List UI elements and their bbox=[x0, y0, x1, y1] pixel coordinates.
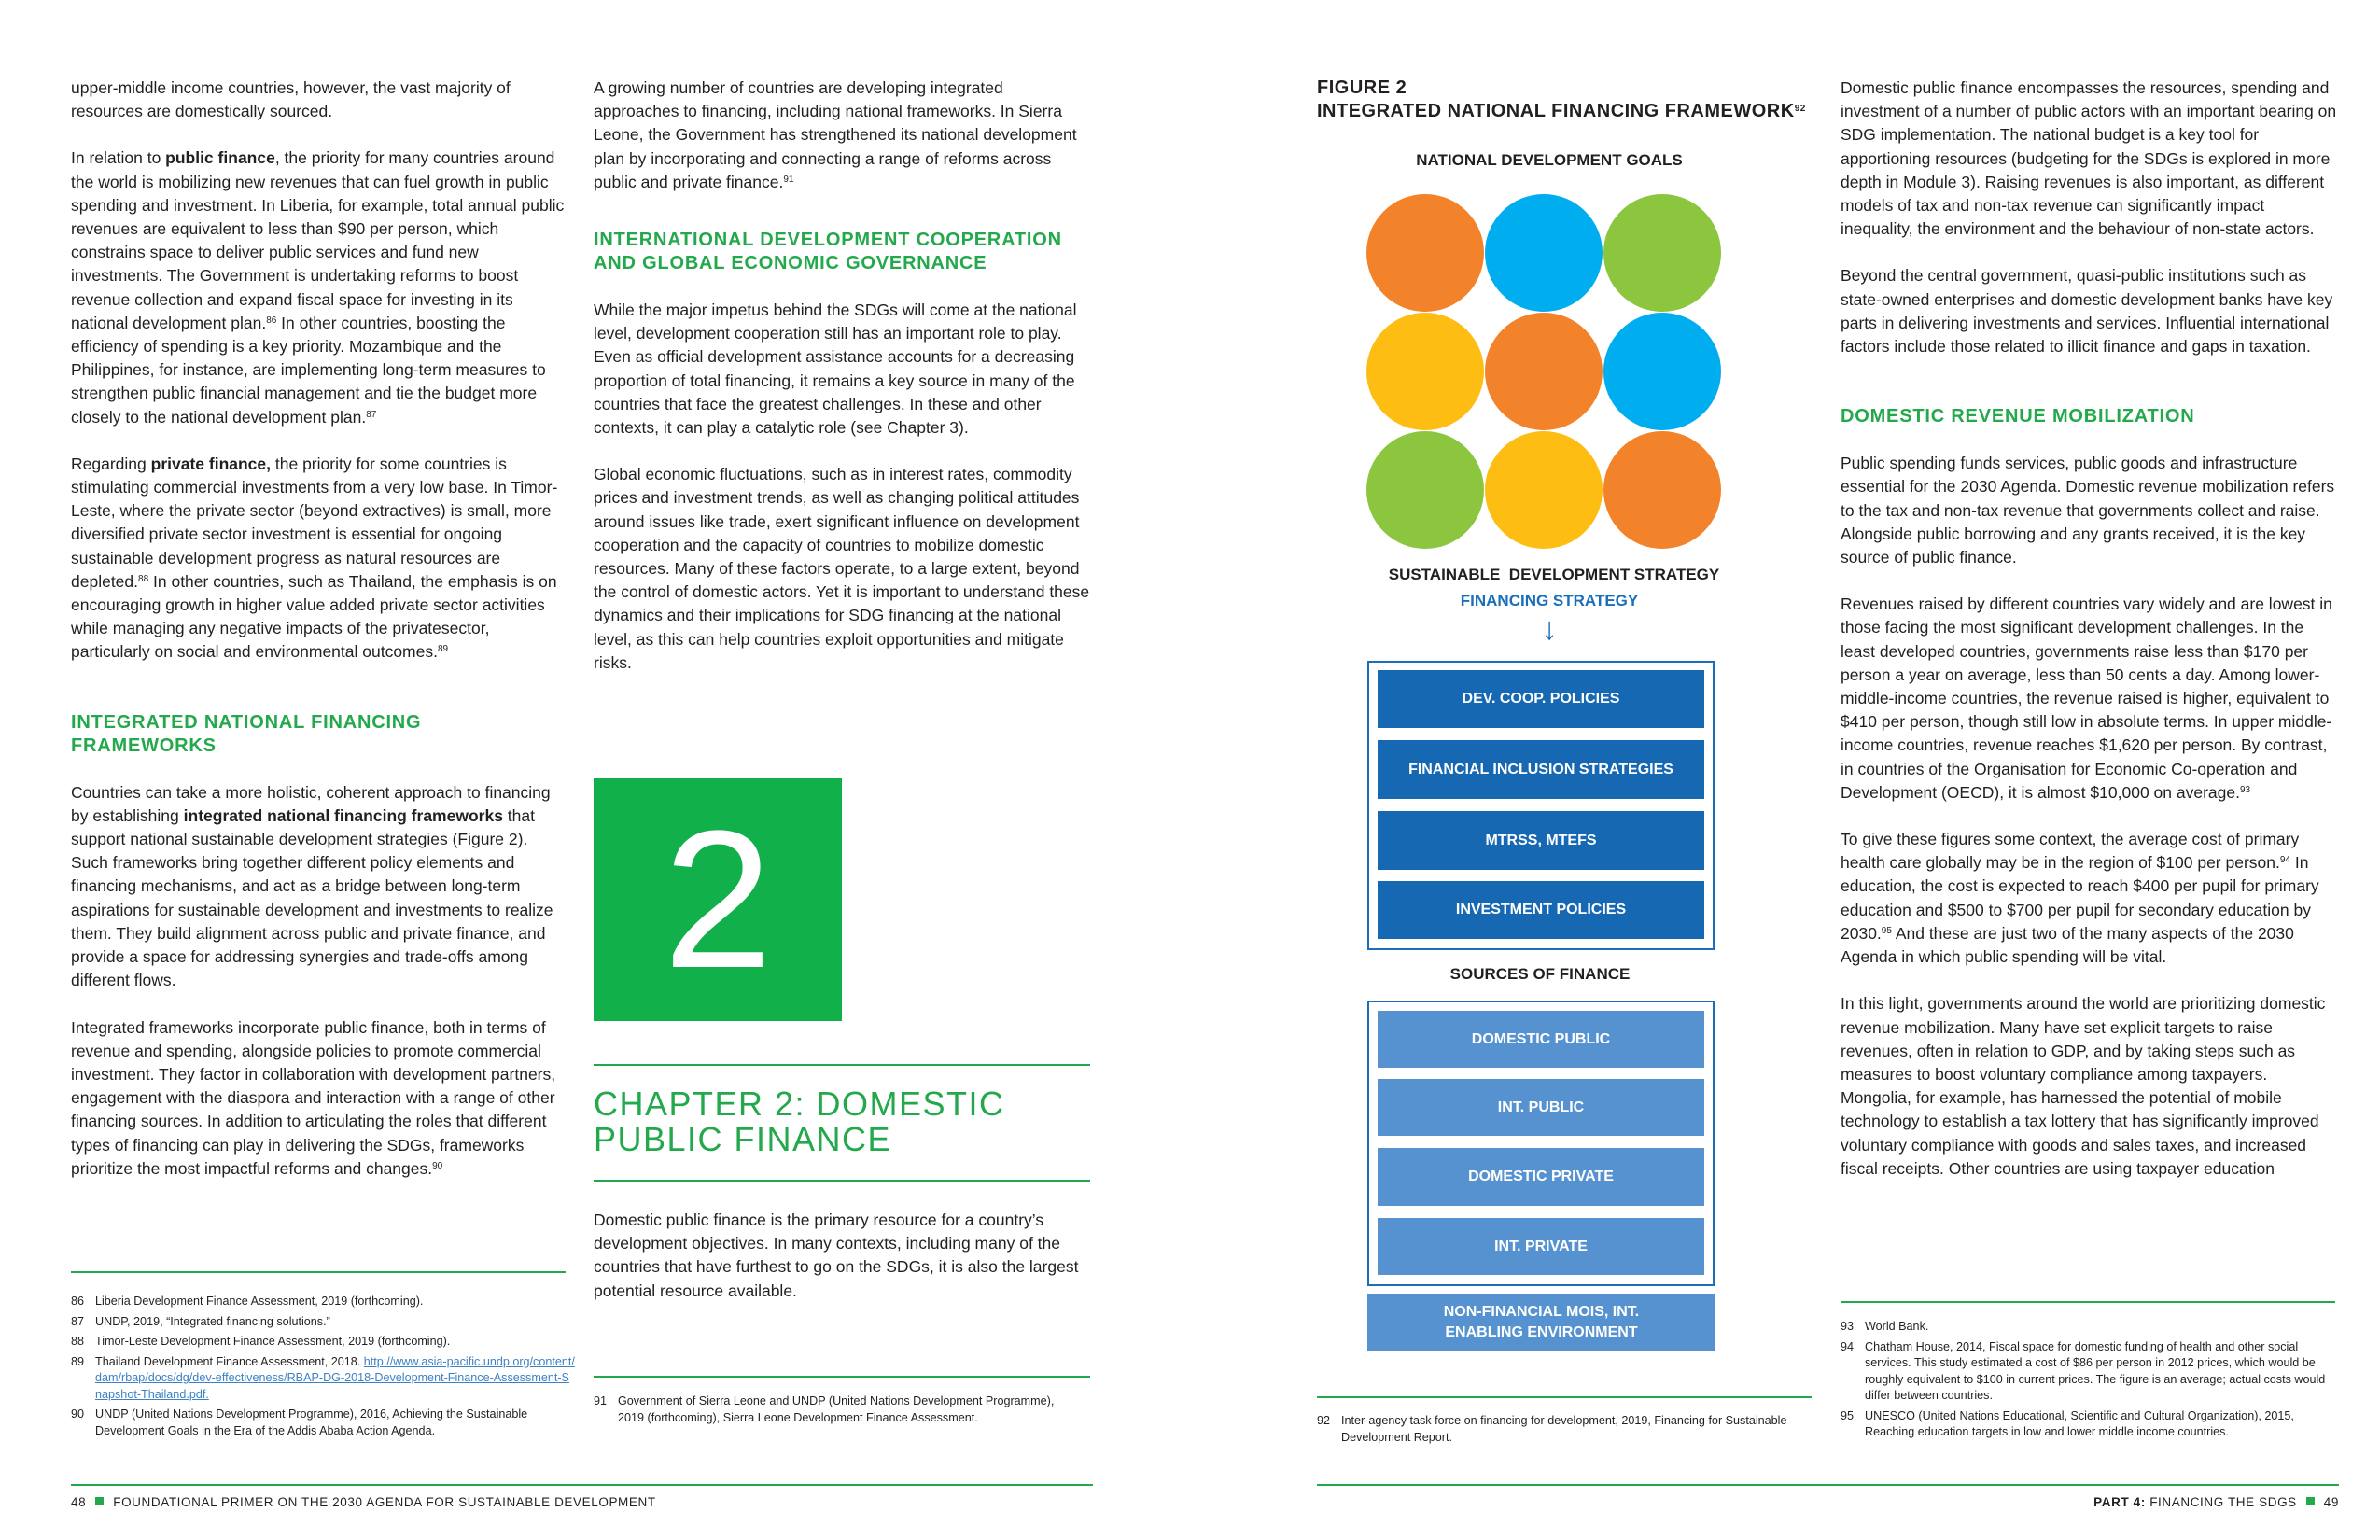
footnotes-figure bbox=[1317, 1413, 1802, 1449]
paragraph: Domestic public finance is the primary resource for a country’s development objectives. In many contexts, including many of the countries that have furthest to go on the SDGs, it is also the largest potential resource available. bbox=[594, 1211, 1079, 1300]
paragraph: Beyond the central government, quasi-public institutions such as state-owned enterprises and domestic development banks have key parts in delivering investments and services. Influential international factors include those related to illicit finance and gaps in taxation. bbox=[1841, 266, 2333, 357]
footnote-divider bbox=[1317, 1396, 1812, 1398]
paragraph: A growing number of countries are developing integrated approaches to financing, including national frameworks. In Sierra Leone, the Government has strengthened its national development plan by incorporating and connecting a range of reforms across public and private finance.$^{91}$ bbox=[594, 78, 1077, 191]
paragraph: While the major impetus behind the SDGs will come at the national level, development cooperation still has an important role to play. Even as official development assistance accounts for a decreasing proportion of total financing, it remains a key source in many of the countries that face the greatest challenges. In these and other contexts, it can play a catalytic role (see Chapter 3). bbox=[594, 301, 1077, 438]
section-heading: INTERNATIONAL DEVELOPMENT COOPERATION AND GLOBAL ECONOMIC GOVERNANCE bbox=[594, 230, 1062, 274]
goals-caption: NATIONAL DEVELOPMENT GOALS bbox=[1416, 151, 1683, 169]
source-box: DOMESTIC PUBLIC bbox=[1378, 1011, 1704, 1068]
financing-strategy-caption: FINANCING STRATEGY bbox=[1460, 592, 1639, 609]
chapter-intro bbox=[594, 1209, 1093, 1303]
paragraph: Public spending funds services, public goods and infrastructure essential for the 2030 Agenda. Domestic revenue mobilization refers to the tax and non-tax revenue that governments collect and raise. Alongside public borrowing and any grants received, it is the key source of public finance. bbox=[1841, 454, 2335, 567]
goal-circle bbox=[1366, 431, 1484, 549]
footnote: 88 Timor-Leste Development Finance Assessment, 2019 (forthcoming). bbox=[71, 1335, 451, 1348]
left-column-2 bbox=[594, 77, 1093, 675]
source-box: INT. PUBLIC bbox=[1378, 1079, 1704, 1136]
paragraph: Global economic fluctuations, such as in interest rates, commodity prices and investment trends, as well as changing political attitudes around issues like trade, exert significant influence on development cooperation and the capacity of countries to mobilize domestic resources. Many of these factors operate, to a large extent, beyond the control of domestic actors. Yet it is important to understand these dynamics and their implications for SDG financing at the national level, as this can help countries exploit opportunities and mitigate risks. bbox=[594, 465, 1090, 672]
strategy-caption: SUSTAINABLE DEVELOPMENT STRATEGY bbox=[1388, 566, 1720, 583]
goal-circle bbox=[1485, 313, 1603, 430]
footnote-divider bbox=[594, 1376, 1090, 1378]
footnote: 86 Liberia Development Finance Assessment, 2019 (forthcoming). bbox=[71, 1295, 424, 1308]
green-square-icon bbox=[2306, 1497, 2315, 1505]
source-box: INT. PRIVATE bbox=[1378, 1218, 1704, 1275]
footer-part: PART 4: bbox=[2093, 1495, 2146, 1509]
footnote: 94 Chatham House, 2014, Fiscal space for domestic funding of health and other social services. This study estimated a cost of $86 per person in 2012 prices, which would be roughly equivalent to $100 in current prices. The figure is an average; actual costs would differ between countries. bbox=[1841, 1339, 2326, 1402]
paragraph: Domestic public finance encompasses the resources, spending and investment of a number of public actors with an important bearing on SDG implementation. The national budget is a key tool for apportioning resources (budgeting for the SDGs is explored in more depth in Module 3). Raising revenues is also important, as different models of tax and non-tax revenue can significantly impact inequality, the environment and the behaviour of non-state actors. bbox=[1841, 78, 2337, 239]
page-number: 49 bbox=[2323, 1495, 2339, 1509]
footnote-divider bbox=[71, 1271, 566, 1273]
footnote-link[interactable]: http://www.asia-pacific.undp.org/content/dam/rbap/docs/dg/dev-effectiveness/RBAP-DG-2018-Development-Finance-Assessment-Snapshot-Thailand.pdf. bbox=[95, 1354, 575, 1401]
sources-caption: SOURCES OF FINANCE bbox=[1449, 965, 1631, 983]
source-box: DOMESTIC PRIVATE bbox=[1378, 1148, 1704, 1206]
paragraph: In relation to public finance, the priority for many countries around the world is mobilizing new revenues that can fuel growth in public spending and investment. In Liberia, for example, total annual public revenues are equivalent to less than $90 per person, which constrains space to deliver public services and fund new investments. The Government is undertaking reforms to boost revenue collection and expand fiscal space for investing in its national development plan.$^{86}$ In other countries, boosting the efficiency of spending is a key priority. Mozambique and the Philippines, for instance, are implementing long-term measures to strengthen public financial management and tie the budget more closely to the national development plan.$^{87}$ bbox=[71, 148, 565, 427]
figure-label: FIGURE 2 INTEGRATED NATIONAL FINANCING FRAMEWORK$^{92}$ bbox=[1317, 77, 1806, 121]
footer-rule-right bbox=[1317, 1484, 2339, 1486]
strategy-box: MTRSS, MTEFS bbox=[1378, 811, 1704, 870]
footnotes-left bbox=[71, 1294, 575, 1443]
paragraph: Integrated frameworks incorporate public finance, both in terms of revenue and spending, alongside policies to promote commercial investment. They factor in collaboration with development partners, engagement with the diaspora and interaction with a range of other financing sources. In addition to articulating the roles that different types of financing can play in delivering the SDGs, frameworks prioritize the most impactful reforms and changes.$^{90}$ bbox=[71, 1017, 556, 1178]
goal-circle bbox=[1603, 431, 1721, 549]
arrow-down-icon: ↓ bbox=[1541, 611, 1558, 647]
footnote: 90 UNDP (United Nations Development Programme), 2016, Achieving the Sustainable Development Goals in the Era of the Addis Ababa Action Agenda. bbox=[71, 1407, 528, 1437]
goal-circle bbox=[1485, 194, 1603, 312]
strategy-box: FINANCIAL INCLUSION STRATEGIES bbox=[1378, 740, 1704, 799]
footer-title: FINANCING THE SDGS bbox=[2149, 1495, 2297, 1509]
paragraph: Revenues raised by different countries vary widely and are lowest in those facing the most significant development challenges. In the least developed countries, governments raise less than $170 per person a year on average, less than 50 cents a day. Among lower-middle-income countries, the revenue raised is higher, equivalent to $410 per person, though still low in absolute terms. In upper middle-income countries, revenue reaches $1,620 per person. By contrast, in countries of the Organisation for Economic Co-operation and Development (OECD), it is almost $10,000 on average.$^{93}$ bbox=[1841, 595, 2332, 802]
paragraph: Countries can take a more holistic, coherent approach to financing by establishing integrated national financing frameworks that support national sustainable development strategies (Figure 2). Such frameworks bring together different policy elements and financing mechanisms, and act as a bridge between long-term aspirations for sustainable development and investments to realize them. They build alignment across public and private finance, and provide a space for addressing synergies and trade-offs among different flows. bbox=[71, 782, 553, 990]
footer-title: FOUNDATIONAL PRIMER ON THE 2030 AGENDA FOR SUSTAINABLE DEVELOPMENT bbox=[113, 1495, 656, 1509]
goal-circle bbox=[1485, 431, 1603, 549]
footnote: 93 World Bank. bbox=[1841, 1320, 1929, 1333]
right-column-2 bbox=[1841, 77, 2340, 1181]
footnote: 92 Inter-agency task force on financing for development, 2019, Financing for Sustainable Development Report. bbox=[1317, 1414, 1787, 1444]
enabling-environment-box: NON-FINANCIAL MOIS, INT. ENABLING ENVIRONMENT bbox=[1367, 1294, 1715, 1351]
paragraph: To give these figures some context, the average cost of primary health care globally may be in the region of $100 per person.$^{94}$ In education, the cost is expected to reach $400 per pupil for primary education and $500 to $700 per pupil for secondary education by 2030.95 And these are just two of the many aspects of the 2030 Agenda in which public spending will be vital. bbox=[1841, 830, 2319, 967]
footnotes-right bbox=[1841, 1319, 2335, 1445]
goal-circle bbox=[1366, 313, 1484, 430]
left-column-1 bbox=[71, 77, 566, 1181]
footnote: 95 UNESCO (United Nations Educational, Scientific and Cultural Organization), 2015, Reaching education targets in low and lower middle income countries. bbox=[1841, 1408, 2294, 1438]
page-footer-left bbox=[71, 1495, 656, 1509]
green-square-icon bbox=[95, 1497, 104, 1505]
footnote: 87 UNDP, 2019, “Integrated financing solutions.” bbox=[71, 1314, 330, 1328]
footnote-divider bbox=[1841, 1301, 2335, 1303]
paragraph: Regarding private finance, the priority for some countries is stimulating commercial investments from a very low base. In Timor-Leste, where the private sector (beyond extractives) is small, more diversified private sector investment is essential for ongoing sustainable development progress as natural resources are depleted.$^{88}$ In other countries, such as Thailand, the emphasis is on encouraging growth in higher value added private sector activities while managing any negative impacts of the privatesector, particularly on social and environmental outcomes.$^{89}$ bbox=[71, 454, 558, 662]
strategy-box: INVESTMENT POLICIES bbox=[1378, 881, 1704, 939]
strategy-box: DEV. COOP. POLICIES bbox=[1378, 670, 1704, 728]
goal-circle bbox=[1603, 194, 1721, 312]
paragraph: upper-middle income countries, however, the vast majority of resources are domestically sourced. bbox=[71, 78, 511, 121]
section-heading: DOMESTIC REVENUE MOBILIZATION bbox=[1841, 406, 2195, 427]
chapter-rule-top bbox=[594, 1064, 1090, 1066]
goal-circle bbox=[1366, 194, 1484, 312]
footnote: 89 Thailand Development Finance Assessment, 2018. http://www.asia-pacific.undp.org/content/dam/rbap/docs/dg/dev-effectiveness/RBAP-DG-2018-Development-Finance-Assessment-Snapshot-Thailand.pdf. bbox=[71, 1354, 575, 1401]
section-heading: INTEGRATED NATIONAL FINANCING FRAMEWORKS bbox=[71, 711, 422, 756]
chapter-title: CHAPTER 2: DOMESTIC PUBLIC FINANCE bbox=[594, 1085, 1005, 1158]
page-number: 48 bbox=[71, 1495, 87, 1509]
footer-rule-left bbox=[71, 1484, 1093, 1486]
page-footer-right bbox=[2093, 1495, 2339, 1509]
footnotes-col2 bbox=[594, 1393, 1079, 1430]
chapter-number-badge: 2 bbox=[594, 778, 842, 1021]
goal-circle bbox=[1603, 313, 1721, 430]
paragraph: In this light, governments around the world are prioritizing domestic revenue mobilization. Many have set explicit targets to raise revenues, often in relation to GDP, and by taking steps such as measures to boost voluntary compliance among taxpayers. Mongolia, for example, has harnessed the potential of mobile technology to establish a tax lottery that has significantly improved voluntary compliance with goods and sales taxes, and increased fiscal receipts. Other countries are using taxpayer education bbox=[1841, 994, 2326, 1178]
footnote: 91 Government of Sierra Leone and UNDP (United Nations Development Programme), 2019 (forthcoming), Sierra Leone Development Finance Assessment. bbox=[594, 1394, 1055, 1424]
chapter-rule-bottom bbox=[594, 1180, 1090, 1182]
